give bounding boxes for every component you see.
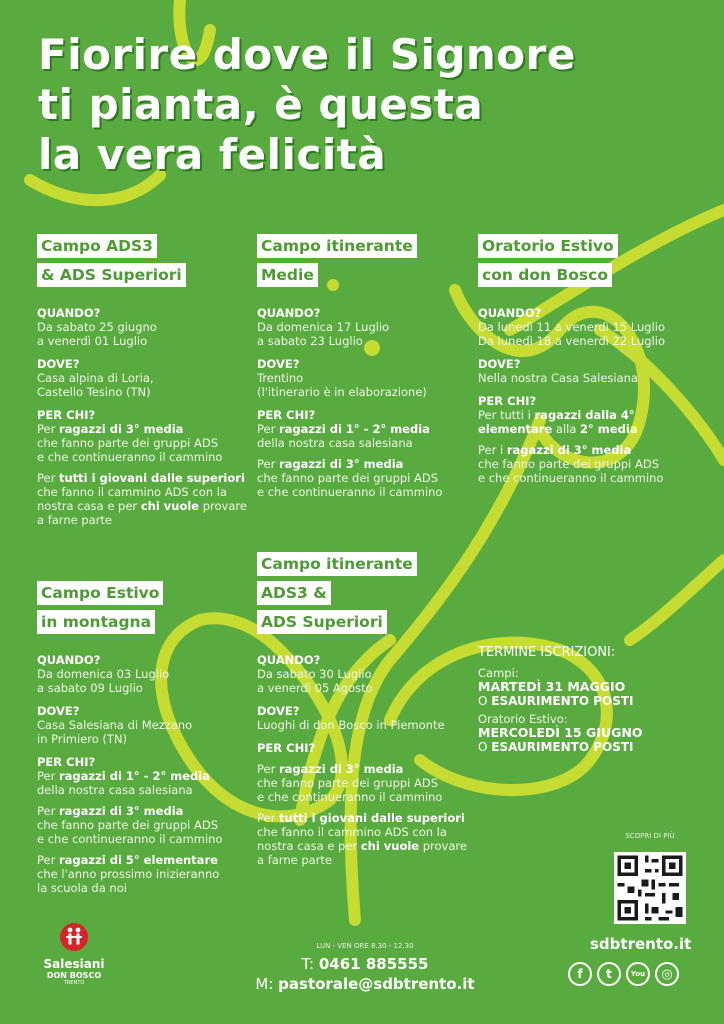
camp-medie-where-1: Trentino: [257, 371, 304, 385]
title-line-1: Fiorire dove il Signore: [38, 30, 576, 79]
phone[interactable]: T: 0461 885555: [301, 955, 429, 973]
campo-estivo-when-label: QUANDO?: [37, 653, 101, 667]
website-link[interactable]: sdbtrento.it: [590, 935, 692, 953]
campo-estivo-who-c: Per ragazzi di 5° elementare: [37, 853, 218, 867]
oratorio-when-2: Da lunedì 18 a venerdì 22 Luglio: [478, 334, 665, 348]
campo-itinerante-ads-heading-2: ADS3 &: [257, 581, 331, 605]
facebook-icon[interactable]: f: [568, 962, 592, 986]
registration-camps-date: MARTEDÌ 31 MAGGIO: [478, 679, 626, 694]
office-hours: LUN - VEN ORE 8.30 - 12.30: [316, 942, 414, 950]
camp-medie-who-a-1: della nostra casa salesiana: [257, 436, 413, 450]
oratorio-who-b: Per i ragazzi di 3° media: [478, 443, 632, 457]
twitter-icon[interactable]: t: [597, 962, 621, 986]
campo-itinerante-ads-section: [257, 552, 472, 867]
email[interactable]: M: pastorale@sdbtrento.it: [255, 975, 475, 993]
camp-ads3-where-2: Castello Tesino (TN): [37, 385, 151, 399]
camp-ads3-who-label: PER CHI?: [37, 408, 96, 422]
oratorio-heading-1: Oratorio Estivo: [478, 234, 618, 258]
registration-camps-alt: O ESAURIMENTO POSTI: [478, 694, 634, 708]
logo-line-2: DON BOSCO: [46, 971, 102, 980]
registration-oratory-alt: O ESAURIMENTO POSTI: [478, 740, 634, 754]
campo-itinerante-ads-who-label: PER CHI?: [257, 741, 316, 755]
campo-estivo-who-b-2: e che continueranno il cammino: [37, 832, 223, 846]
contacts: [250, 942, 480, 994]
qr-code[interactable]: [614, 852, 686, 924]
campo-estivo-who-label: PER CHI?: [37, 755, 96, 769]
oratorio-who-a: Per tutti i ragazzi dalla 4°: [478, 408, 635, 422]
camp-medie-who-label: PER CHI?: [257, 408, 316, 422]
camp-medie-who-b: Per ragazzi di 3° media: [257, 457, 404, 471]
camp-ads3-who-a-2: e che continueranno il cammino: [37, 450, 223, 464]
oratorio-heading-2: con don Bosco: [478, 263, 612, 287]
registration-deadline: [478, 646, 708, 754]
campo-estivo-when-2: a sabato 09 Luglio: [37, 681, 143, 695]
camp-medie-when-1: Da domenica 17 Luglio: [257, 320, 390, 334]
oratorio-who-b-2: e che continueranno il cammino: [478, 471, 664, 485]
camp-ads3-who-b-2: nostra casa e per chi vuole provare: [37, 499, 247, 513]
social-icons: [568, 962, 679, 986]
campo-itinerante-ads-who-a: Per ragazzi di 3° media: [257, 762, 404, 776]
campo-itinerante-ads-who-b-2: nostra casa e per chi vuole provare: [257, 839, 467, 853]
campo-itinerante-ads-who-b-3: a farne parte: [257, 853, 333, 867]
camp-ads3-heading-2: & ADS Superiori: [37, 263, 186, 287]
campo-itinerante-ads-where-label: DOVE?: [257, 704, 300, 718]
oratorio-when-1: Da lunedì 11 a venerdì 15 Luglio: [478, 320, 665, 334]
camp-ads3-who-b-1: che fanno il cammino ADS con la: [37, 485, 227, 499]
page-title: [38, 30, 718, 180]
campo-estivo-who-c-2: la scuola da noi: [37, 881, 127, 895]
camp-medie-heading-2: Medie: [257, 263, 318, 287]
discover-more-label: SCOPRI DI PIÙ: [625, 832, 675, 840]
campo-estivo-where-1: Casa Salesiana di Mezzano: [37, 718, 193, 732]
campo-estivo-who-b: Per ragazzi di 3° media: [37, 804, 184, 818]
camp-medie-when-label: QUANDO?: [257, 306, 321, 320]
campo-itinerante-ads-when-1: Da sabato 30 Luglio: [257, 667, 372, 681]
campo-estivo-who-b-1: che fanno parte dei gruppi ADS: [37, 818, 219, 832]
salesiani-logo: [34, 918, 114, 987]
oratorio-when-label: QUANDO?: [478, 306, 542, 320]
camp-ads3-heading-1: Campo ADS3: [37, 234, 157, 258]
camp-ads3-where-label: DOVE?: [37, 357, 80, 371]
campo-estivo-section: [37, 581, 257, 895]
campo-itinerante-ads-where-1: Luoghi di don Bosco in Piemonte: [257, 718, 445, 732]
camp-medie-who-a: Per ragazzi di 1° - 2° media: [257, 422, 430, 436]
campo-itinerante-ads-when-2: a venerdì 05 Agosto: [257, 681, 373, 695]
camp-medie-who-b-2: e che continueranno il cammino: [257, 485, 443, 499]
campo-itinerante-ads-when-label: QUANDO?: [257, 653, 321, 667]
oratorio-who-label: PER CHI?: [478, 394, 537, 408]
camp-ads3-who-a: Per ragazzi di 3° media: [37, 422, 184, 436]
registration-oratory-label: Oratorio Estivo:: [478, 712, 568, 726]
campo-estivo-where-2: in Primiero (TN): [37, 732, 128, 746]
oratorio-where-1: Nella nostra Casa Salesiana: [478, 371, 638, 385]
logo-line-1: Salesiani: [43, 957, 105, 971]
oratorio-who-b-1: che fanno parte dei gruppi ADS: [478, 457, 660, 471]
campo-itinerante-ads-heading-3: ADS Superiori: [257, 610, 387, 634]
campo-estivo-who-a-1: della nostra casa salesiana: [37, 783, 193, 797]
salesiani-emblem-icon: [59, 918, 89, 956]
camp-medie-where-label: DOVE?: [257, 357, 300, 371]
camp-medie-where-2: (l'itinerario è in elaborazione): [257, 385, 427, 399]
campo-itinerante-ads-who-a-2: e che continueranno il cammino: [257, 790, 443, 804]
camp-medie-who-b-1: che fanno parte dei gruppi ADS: [257, 471, 439, 485]
camp-ads3-who-b: Per tutti i giovani dalle superiori: [37, 471, 245, 485]
camp-medie-section: [257, 234, 477, 499]
campo-itinerante-ads-who-b: Per tutti i giovani dalle superiori: [257, 811, 465, 825]
camp-medie-when-2: a sabato 23 Luglio: [257, 334, 363, 348]
campo-itinerante-ads-who-b-1: che fanno il cammino ADS con la: [257, 825, 447, 839]
camp-ads3-when-label: QUANDO?: [37, 306, 101, 320]
title-line-3: la vera felicità: [38, 130, 387, 179]
camp-ads3-when-2: a venerdì 01 Luglio: [37, 334, 148, 348]
camp-ads3-who-a-1: che fanno parte dei gruppi ADS: [37, 436, 219, 450]
camp-ads3-who-b-3: a farne parte: [37, 513, 113, 527]
youtube-icon[interactable]: You: [626, 962, 650, 986]
logo-line-3: TRENTO: [63, 980, 85, 986]
registration-oratory-date: MERCOLEDÌ 15 GIUGNO: [478, 725, 643, 740]
campo-itinerante-ads-heading-1: Campo itinerante: [257, 552, 417, 576]
registration-camps-label: Campi:: [478, 666, 519, 680]
oratorio-estivo-section: [478, 234, 714, 485]
camp-ads3-when-1: Da sabato 25 giugno: [37, 320, 157, 334]
camp-medie-heading-1: Campo itinerante: [257, 234, 417, 258]
campo-estivo-who-c-1: che l'anno prossimo inizieranno: [37, 867, 220, 881]
campo-estivo-heading-2: in montagna: [37, 610, 155, 634]
instagram-icon[interactable]: ◎: [655, 962, 679, 986]
campo-itinerante-ads-who-a-1: che fanno parte dei gruppi ADS: [257, 776, 439, 790]
campo-estivo-when-1: Da domenica 03 Luglio: [37, 667, 170, 681]
oratorio-where-label: DOVE?: [478, 357, 521, 371]
title-line-2: ti pianta, è questa: [38, 80, 484, 129]
campo-estivo-where-label: DOVE?: [37, 704, 80, 718]
campo-estivo-heading-1: Campo Estivo: [37, 581, 163, 605]
registration-title: TERMINE ISCRIZIONI:: [478, 645, 616, 660]
oratorio-who-a-2: elementare alla 2° media: [478, 422, 638, 436]
camp-ads3-where-1: Casa alpina di Loria,: [37, 371, 154, 385]
camp-ads3-section: [37, 234, 257, 527]
campo-estivo-who-a: Per ragazzi di 1° - 2° media: [37, 769, 210, 783]
